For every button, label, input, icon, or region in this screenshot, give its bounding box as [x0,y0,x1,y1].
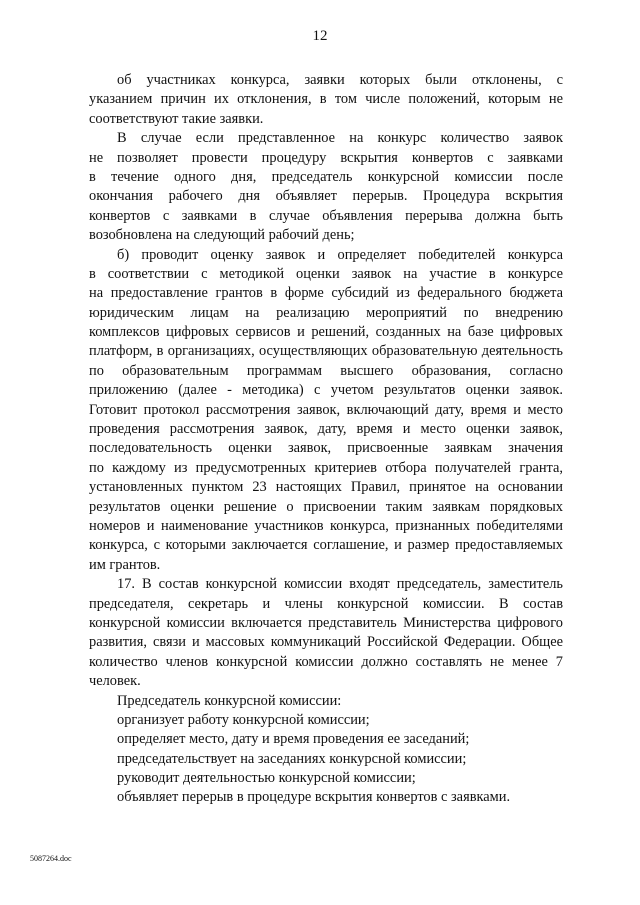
text-line: организует работу конкурсной комиссии; [117,711,370,728]
text-line: по каждому из предусмотренных критериев отбора получателей гранта, [89,459,563,476]
text-line: конвертов с заявками в случае объявления перерыва должна быть [89,207,563,224]
text-line: комплексов цифровых сервисов и решений, созданных на базе цифровых [89,324,563,341]
text-line: установленных пунктом 23 настоящих Правил, принятое на основании [89,479,563,496]
text-line: конкурсной комиссии включается представитель Министерства цифрового [89,614,563,631]
text-line: окончания рабочего дня объявляет перерыв. Процедура вскрытия [89,188,563,205]
text-line: руководит деятельностью конкурсной комиссии; [117,770,416,787]
text-line: объявляет перерыв в процедуре вскрытия конвертов с заявками. [117,789,511,806]
text-line: им грантов. [89,556,161,573]
text-line: определяет место, дату и время проведения ее заседаний; [117,731,470,748]
text-line: платформ, в организациях, осуществляющих образовательную деятельность [89,343,563,360]
text-line: возобновлена на следующий рабочий день; [89,227,355,244]
text-line: б) проводит оценку заявок и определяет победителей конкурса [117,246,563,263]
text-line: Готовит протокол рассмотрения заявок, включающий дату, время и место [89,401,563,418]
text-line: развития, связи и массовых коммуникаций Российской Федерации. Общее [89,634,563,651]
text-line: на предоставление грантов в форме субсидий из федерального бюджета [89,285,563,302]
text-line: указанием причин их отклонения, в том числе положений, которым не [89,91,563,108]
text-line: председателя, секретарь и члены конкурсной комиссии. В состав [89,595,563,612]
text-line: номеров и наименование участников конкурса, признанных победителями [89,517,563,534]
text-line: юридическим лицам на реализацию мероприятий по внедрению [89,304,563,321]
page-number: 12 [312,28,328,44]
text-line: человек. [89,673,141,690]
text-line: не позволяет провести процедуру вскрытия конвертов с заявками [89,149,563,166]
text-line: последовательность оценки заявок, присвоенные заявкам значения [89,440,563,457]
text-line: количество членов конкурсной комиссии должно составлять не менее 7 [89,653,563,670]
text-line: в течение одного дня, председатель конкурсной комиссии после [89,168,563,185]
text-line: проведения рассмотрения заявок, дату, время и место оценки заявок, [89,421,563,438]
text-line: приложению (далее - методика) с учетом результатов оценки заявок. [89,382,563,399]
document-body [89,71,563,808]
document-footer: 5087264.doc [30,854,72,863]
text-line: об участниках конкурса, заявки которых были отклонены, с [117,72,563,88]
text-line: по образовательным программам высшего образования, согласно [89,362,563,379]
text-line: результатов оценки решение о присвоении таким заявкам порядковых [89,498,563,515]
text-line: Председатель конкурсной комиссии: [117,692,342,709]
text-line: конкурса, с которыми заключается соглашение, и размер предоставляемых [89,537,563,554]
text-line: председательствует на заседаниях конкурсной комиссии; [117,750,467,767]
text-line: в соответствии с методикой оценки заявок на участие в конкурсе [89,265,563,282]
text-line: соответствуют такие заявки. [89,110,264,127]
text-line: В случае если представленное на конкурс количество заявок [117,130,563,147]
text-line: 17. В состав конкурсной комиссии входят председатель, заместитель [117,576,563,593]
